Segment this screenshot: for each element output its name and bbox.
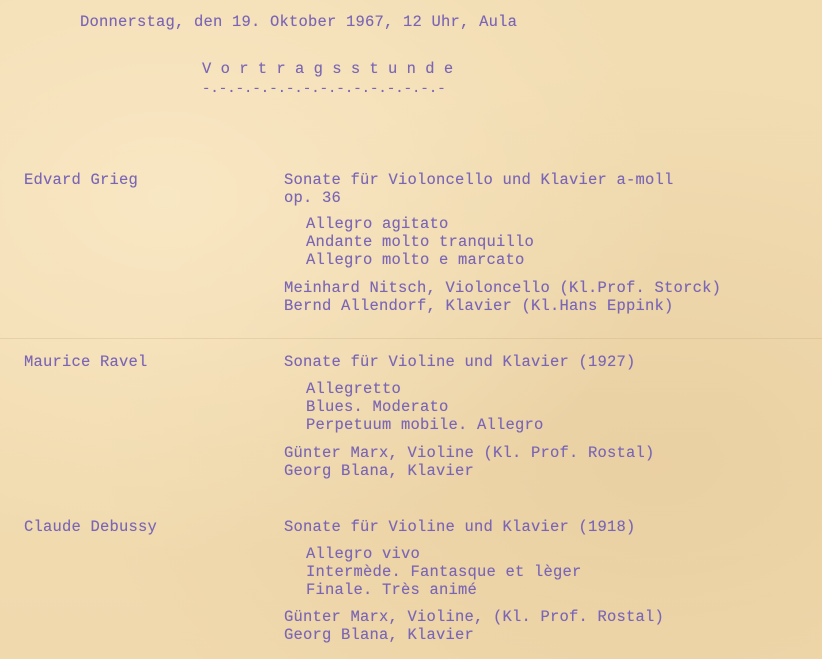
movement: Allegro vivo — [306, 545, 421, 563]
performer: Georg Blana, Klavier — [284, 626, 475, 644]
movement: Allegro agitato — [306, 215, 449, 233]
movement: Intermède. Fantasque et lèger — [306, 563, 582, 581]
work-title: Sonate für Violine und Klavier (1927) — [284, 353, 636, 371]
movement: Blues. Moderato — [306, 398, 449, 416]
movement: Perpetuum mobile. Allegro — [306, 416, 544, 434]
performer: Günter Marx, Violine (Kl. Prof. Rostal) — [284, 444, 655, 462]
composer-name: Claude Debussy — [24, 518, 158, 536]
movement: Allegretto — [306, 380, 402, 398]
work-title: Sonate für Violine und Klavier (1918) — [284, 518, 636, 536]
performer: Georg Blana, Klavier — [284, 462, 475, 480]
movement: Finale. Très animé — [306, 581, 478, 599]
program-title: V o r t r a g s s t u n d e — [202, 60, 454, 78]
performer: Günter Marx, Violine, (Kl. Prof. Rostal) — [284, 608, 665, 626]
composer-name: Maurice Ravel — [24, 353, 148, 371]
performer: Bernd Allendorf, Klavier (Kl.Hans Eppink) — [284, 297, 674, 315]
work-title: Sonate für Violoncello und Klavier a-moll — [284, 171, 674, 189]
composer-name: Edvard Grieg — [24, 171, 139, 189]
title-underline: -.-.-.-.-.-.-.-.-.-.-.-.-.-.- — [202, 81, 446, 97]
performer: Meinhard Nitsch, Violoncello (Kl.Prof. Storck) — [284, 279, 722, 297]
event-date-header: Donnerstag, den 19. Oktober 1967, 12 Uhr, Aula — [80, 13, 518, 31]
movement: Allegro molto e marcato — [306, 251, 525, 269]
paper-fold-line — [0, 338, 822, 339]
movement: Andante molto tranquillo — [306, 233, 535, 251]
work-title-continued: op. 36 — [284, 189, 342, 207]
